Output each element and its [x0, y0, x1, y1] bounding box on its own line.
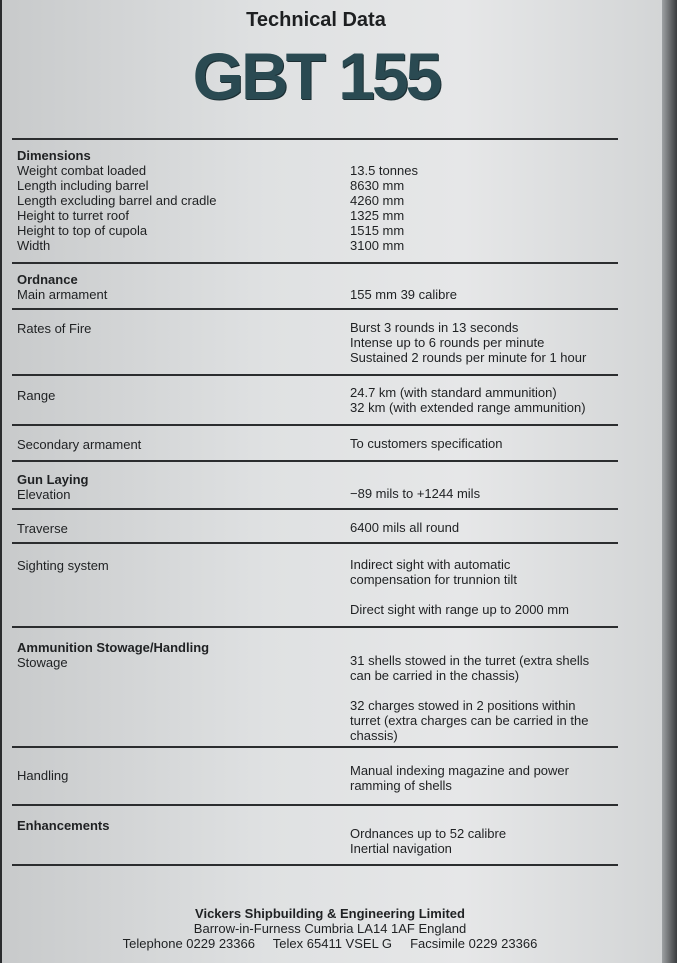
spec-label: Main armament	[17, 287, 108, 302]
dimensions-section	[12, 146, 618, 264]
gun-laying-section	[12, 462, 618, 510]
spec-value: 24.7 km (with standard ammunition)	[350, 385, 557, 400]
telex-number: Telex 65411 VSEL G	[272, 936, 393, 951]
spec-value: 31 shells stowed in the turret (extra shells	[350, 653, 590, 668]
spec-value: Sustained 2 rounds per minute for 1 hour	[350, 350, 587, 365]
rates-of-fire-section	[12, 310, 618, 376]
secondary-armament-section	[12, 426, 618, 462]
facsimile-number: Facsimile 0229 23366	[410, 936, 538, 951]
spec-value: 32 charges stowed in 2 positions within	[350, 698, 576, 713]
spec-label: Handling	[17, 768, 69, 783]
spec-label: Height to top of cupola	[17, 223, 148, 238]
spec-value: 3100 mm	[350, 238, 405, 253]
model-title: GBT 155	[192, 39, 440, 113]
spec-value: Manual indexing magazine and power	[350, 763, 569, 778]
company-name: Vickers Shipbuilding & Engineering Limited	[195, 906, 465, 921]
spec-value: Inertial navigation	[350, 841, 452, 856]
spec-label: Rates of Fire	[17, 321, 92, 336]
spec-value: Burst 3 rounds in 13 seconds	[350, 320, 519, 335]
ammunition-section	[12, 628, 618, 748]
spec-table	[12, 138, 618, 868]
technical-data-heading: Technical Data	[246, 9, 386, 31]
spec-value: ramming of shells	[350, 778, 452, 793]
handling-section	[12, 748, 618, 806]
spec-label: Width	[17, 238, 51, 253]
spec-value: Direct sight with range up to 2000 mm	[350, 602, 569, 617]
spec-label: Secondary armament	[17, 437, 142, 452]
enhancements-title: Enhancements	[17, 818, 110, 833]
spec-label: Length including barrel	[17, 178, 149, 193]
range-section	[12, 376, 618, 426]
ordnance-section	[12, 264, 618, 310]
spec-label: Range	[17, 388, 56, 403]
spec-label: Weight combat loaded	[17, 163, 147, 178]
spec-value: Intense up to 6 rounds per minute	[350, 335, 545, 350]
spec-value: can be carried in the chassis)	[350, 668, 520, 683]
spec-label: Length excluding barrel and cradle	[17, 193, 217, 208]
spec-value: 4260 mm	[350, 193, 405, 208]
spec-value: Ordnances up to 52 calibre	[350, 826, 507, 841]
ammunition-title: Ammunition Stowage/Handling	[17, 640, 210, 655]
spec-label: Elevation	[17, 487, 71, 502]
dimensions-title: Dimensions	[17, 148, 91, 163]
page-edge	[662, 0, 677, 963]
telephone-number: Telephone 0229 23366	[122, 936, 255, 951]
spec-value: 1325 mm	[350, 208, 405, 223]
spec-value: 155 mm 39 calibre	[350, 287, 457, 302]
gun-laying-title: Gun Laying	[17, 472, 89, 487]
spec-value: chassis)	[350, 728, 398, 743]
spec-label: Stowage	[17, 655, 68, 670]
contact-line	[0, 936, 660, 951]
spec-value: 1515 mm	[350, 223, 405, 238]
spec-label: Traverse	[17, 521, 68, 536]
enhancements-section	[12, 806, 618, 866]
spec-value: Indirect sight with automatic	[350, 557, 511, 572]
company-address: Barrow-in-Furness Cumbria LA14 1AF England	[193, 921, 467, 936]
spec-label: Height to turret roof	[17, 208, 129, 223]
traverse-section	[12, 510, 618, 544]
spec-value: To customers specification	[350, 436, 503, 451]
spec-value: 8630 mm	[350, 178, 405, 193]
spec-value: −89 mils to +1244 mils	[350, 486, 481, 501]
spec-value: compensation for trunnion tilt	[350, 572, 517, 587]
sighting-system-section	[12, 544, 618, 628]
spec-label: Sighting system	[17, 558, 109, 573]
ordnance-title: Ordnance	[17, 272, 78, 287]
spec-value: turret (extra charges can be carried in the	[350, 713, 589, 728]
spec-value: 13.5 tonnes	[350, 163, 418, 178]
spec-value: 6400 mils all round	[350, 520, 460, 535]
spec-value: 32 km (with extended range ammunition)	[350, 400, 586, 415]
